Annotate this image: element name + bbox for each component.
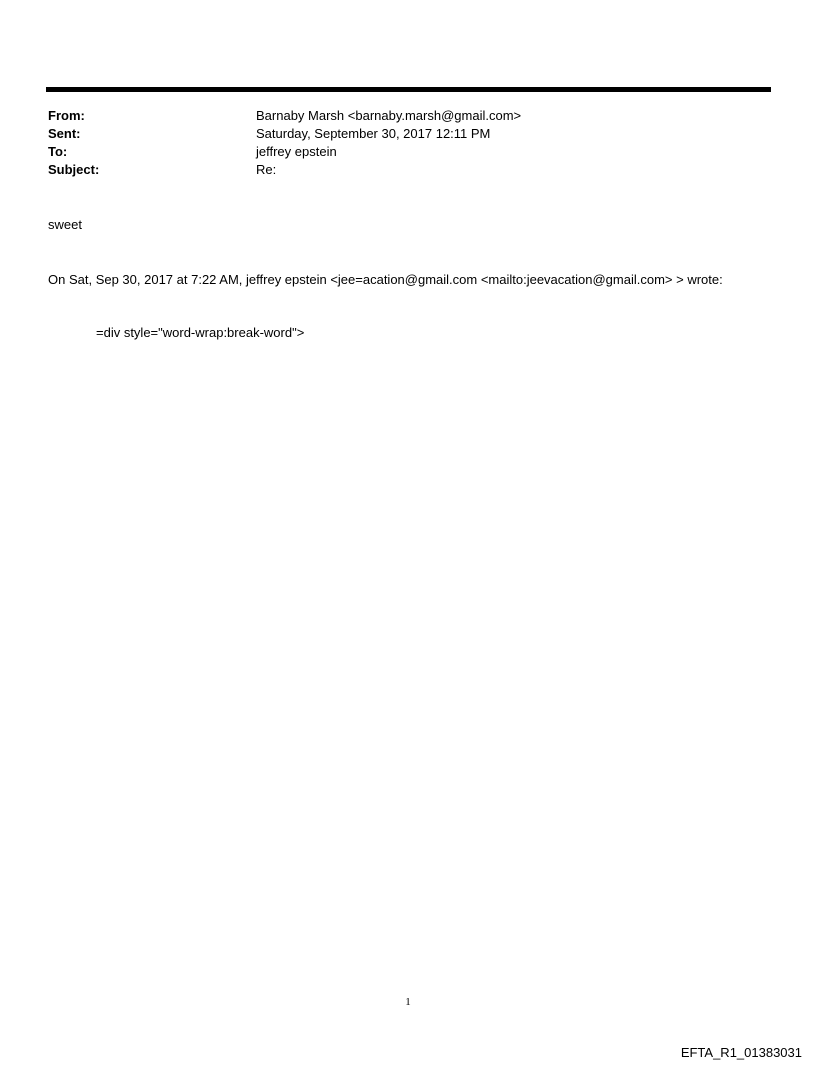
quoted-content: =div style="word-wrap:break-word">	[96, 325, 305, 340]
subject-label: Subject:	[48, 162, 100, 177]
to-value: jeffrey epstein	[256, 144, 337, 159]
sent-label: Sent:	[48, 126, 81, 141]
email-body-text: sweet	[48, 217, 82, 232]
document-id: EFTA_R1_01383031	[680, 1045, 802, 1060]
subject-value: Re:	[256, 162, 277, 177]
from-label: From:	[48, 108, 85, 123]
from-value: Barnaby Marsh <barnaby.marsh@gmail.com>	[256, 108, 522, 123]
sent-value: Saturday, September 30, 2017 12:11 PM	[256, 126, 491, 141]
quote-intro-line: On Sat, Sep 30, 2017 at 7:22 AM, jeffrey epstein <jee=acation@gmail.com <mailto:jeevacation@gmail.com> > wrote:	[48, 272, 723, 287]
page-number: 1	[405, 996, 411, 1008]
header-divider-rule	[46, 87, 771, 92]
to-label: To:	[48, 144, 68, 159]
